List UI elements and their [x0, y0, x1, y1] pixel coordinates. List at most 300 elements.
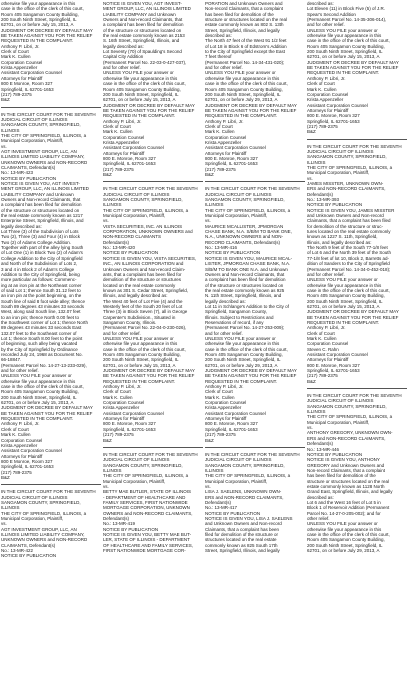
notice-line: JUDICIAL CIRCUIT OF ILLINOIS — [1, 494, 68, 500]
legal-notice — [307, 139, 407, 384]
notice-line: Municipal Corporation, Plaintiff, — [103, 478, 166, 484]
notice-line: IN THE CIRCUIT COURT FOR THE SEVENTH — [103, 451, 198, 457]
notice-line: 62701, on or before July 15, 2013, A — [103, 97, 176, 103]
notice-line: Krista Appenzeller — [103, 405, 140, 411]
notice-line: otherwise file your appearance in this — [205, 75, 280, 81]
notice-line: VISTA SECURITIES, INC. AN ILLINOIS — [103, 223, 183, 229]
notice-line: vs. — [307, 175, 313, 181]
notice-line: SANGAMON COUNTY, SPRINGFIELD, — [205, 462, 285, 468]
notice-line: 200 South Ninth Street, Springfield, IL — [205, 91, 281, 97]
legal-notice — [103, 447, 203, 554]
legal-notice — [1, 1, 101, 103]
notice-line: Non-record Claimants, that a complaint — [307, 467, 386, 473]
notice-line: B&Z — [307, 378, 316, 384]
notice-line: JUDICIAL CIRCUIT OF ILLINOIS — [307, 148, 374, 154]
notice-line: (Permanent Parcel No. 22-03-0-427-037), — [103, 59, 187, 65]
notice-line: OWNERS and NON-RECORD CLAIMANTS, — [103, 510, 193, 516]
notice-line: SANGAMON COUNTY, SPRINGFIELD, — [205, 197, 285, 203]
notice-line: Claimants, that a complaint has been — [205, 526, 280, 532]
notice-line: Corporation Counsel — [103, 134, 145, 140]
notice-line: Attorneys for Plaintiff — [1, 453, 43, 459]
notice-line: Attorneys for Plaintiff — [103, 150, 145, 156]
notice-line: 200 South Ninth Street, Springfield, IL — [205, 357, 281, 363]
notice-line: NON-RECORD CLAIMANTS — [103, 234, 162, 240]
notice-line: Assistant Corporation Counsel — [205, 410, 266, 416]
notice-line: and for other relief. — [307, 22, 345, 28]
legal-notice — [307, 388, 407, 553]
notice-line: (Permanent Parcel No. 14-35-306-014), — [307, 17, 387, 23]
notice-line: the real estate commonly known as 1217 — [1, 213, 83, 219]
notice-line: NOTICE BY PUBLICATION — [307, 451, 363, 457]
notice-line: B&Z — [1, 97, 10, 103]
notice-line: (217) 789-2375 — [1, 91, 32, 97]
notice-line: Clerk of Court — [307, 81, 335, 87]
notice-line: Lot Three (3) of the Subdivision of Lots — [1, 229, 79, 235]
notice-line: FAMILY SERVICES, FIRST NATIONWIDE — [103, 499, 188, 505]
notice-line: UNLESS YOU FILE your answer or — [307, 277, 378, 283]
notice-line: (217) 789-2375 — [307, 123, 338, 129]
notice-line: B&Z — [103, 437, 112, 443]
notice-line: ILLINOIS — [103, 467, 122, 473]
notice-line: 200 South Ninth Street, Springfield, IL — [103, 91, 179, 97]
notice-line: NOTICE IS GIVEN YOU, JAMES MISSTER — [307, 207, 395, 213]
notice-line: structures located on the real estate — [205, 537, 277, 543]
notice-line: RECORD CLAIMANTS, Defendant(s) — [205, 239, 281, 245]
notice-line: No.: 13-MR-423 — [1, 170, 34, 176]
notice-line: Municipal Corporation, Plaintiff, — [103, 213, 166, 219]
notice-line: of said Lot 1; thence South 31.12 feet to — [1, 287, 81, 293]
notice-line: JUDGMENT OR DECREE BY DEFAULT MAY — [307, 309, 399, 315]
notice-line: 89 degrees 43 minutes 33 seconds East — [1, 325, 82, 331]
notice-line: 62701, on or before July 15, 2013, A — [1, 400, 74, 406]
notice-line: South 89 degrees 43 minutes 33 seconds — [1, 303, 85, 309]
notice-line: (Permanent Parcel No. 14-34-0-452-018); — [307, 266, 391, 272]
notice-line: described as: — [205, 33, 232, 39]
notice-line: UNLESS YOU FILE your answer or — [205, 70, 276, 76]
column-1 — [1, 1, 101, 700]
notice-line: Defendant(s) — [103, 515, 130, 521]
notice-line: 800 E. Monroe, Room 327 — [205, 421, 258, 427]
notice-line: Room 405 Sangamon County Building, — [103, 86, 181, 92]
notice-line: legally described as: — [205, 298, 246, 304]
notice-line: Clerk of Court — [103, 123, 131, 129]
notice-line: Anthony P. Libri, Jr. — [1, 421, 40, 427]
notice-line: has been filed for demolition of the — [205, 11, 274, 17]
notice-line: Room 405 Sangamon County Building, — [205, 86, 283, 92]
notice-line: otherwise file your appearance in this — [307, 33, 382, 39]
notice-line: PORATION and Unknown Owners and — [205, 1, 283, 6]
notice-line: GREGORY and Unknown Owners and — [307, 462, 385, 468]
notice-line: and for other relief. — [205, 65, 243, 71]
notice-line: 62701, on or before July 15, 2013, A — [307, 303, 380, 309]
notice-line: NOTICE IS GIVEN YOU, MAURICE MCAL- — [205, 255, 293, 261]
notice-line: JUDICIAL CIRCUIT OF ILLINOIS — [205, 191, 272, 197]
notice-line: LIABILITY COMPANY and Unknown — [103, 11, 176, 17]
notice-line: JUDGMENT OR DECREE BY DEFAULT MAY — [307, 59, 399, 65]
notice-line: ERS and NON-RECORD CLAIMANTS, — [205, 494, 284, 500]
notice-line: Anthony P. Libri, Jr. — [205, 384, 244, 390]
notice-line: vs. — [1, 143, 7, 149]
notice-line: Illinois. Subject to Restrictions and — [205, 314, 274, 320]
notice-line: Clerk of Court — [205, 123, 233, 129]
notice-line: case in the office of the clerk of this court, — [103, 81, 186, 87]
notice-line: Krista Appenzeller — [205, 139, 242, 145]
notice-line: IN THE CIRCUIT COURT FOR THE SEVENTH — [205, 186, 300, 192]
notice-line: 800 E. Monroe, Room 327 — [103, 421, 156, 427]
notice-line: CLAIMANTS, Defendant(s) — [1, 164, 56, 170]
notice-line: Room 405 Sangamon County Building, — [307, 293, 385, 299]
notice-line: Mark K. Cullen — [1, 54, 31, 60]
notice-line: NOTICE BY PUBLICATION — [1, 553, 57, 559]
notice-line: B&Z — [103, 172, 112, 177]
notice-line: Steven C. Rahn — [307, 346, 339, 352]
notice-line: structure or structures located on the real — [307, 478, 390, 484]
notice-line: 7 feet thereof — [205, 54, 232, 60]
notice-line: S. 16th Street, Springfield, Illinois, and — [103, 38, 180, 44]
notice-line: Carpenter's Subdivision., Situated in — [103, 314, 176, 320]
notice-line: Corporation Counsel — [205, 134, 247, 140]
legal-notice — [1, 484, 101, 558]
notice-line: Street, Springfield, Illinois, and legally — [205, 27, 280, 33]
notice-line: Clerk of Court — [205, 389, 233, 395]
notice-line: 66-18847. — [1, 357, 22, 363]
notice-line: B&Z — [307, 129, 316, 135]
notice-line: a complaint has been filed for demolition — [1, 202, 82, 208]
notice-line: NOTICE IS GIVEN YOU, VISTA SECURITIES, — [103, 255, 197, 261]
notice-line: BE TAKEN AGAINST YOU FOR THE RELIEF — [307, 314, 399, 320]
notice-line: described as: — [307, 1, 334, 6]
notice-line: legally described as: — [103, 43, 144, 49]
notice-line: IN THE CIRCUIT COURT FOR THE SEVENTH — [103, 186, 198, 192]
notice-line: THE CITY OF SPRINGFIELD, ILLINOIS, a — [1, 510, 87, 516]
column-2 — [103, 1, 203, 700]
column-3 — [205, 1, 305, 700]
notice-line: Mark K. Cullen — [1, 432, 31, 438]
notice-line: Defendant(s) — [103, 239, 130, 245]
notice-line: estate commonly known as 1128 North — [307, 483, 385, 489]
notice-line: Together with part of the alley lying South — [1, 245, 84, 251]
notice-line: Attorneys for Plaintiff — [307, 107, 349, 113]
notice-line: No.: 13-MR-419 — [103, 521, 136, 527]
notice-line: Room 405 Sangamon County Building, — [307, 537, 385, 543]
notice-line: Reservations of record, if any — [205, 319, 264, 325]
notice-line: NOTICE BY PUBLICATION — [103, 526, 159, 532]
notice-line: REQUESTED IN THE COMPLAINT. — [205, 378, 278, 384]
notice-line: BE TAKEN AGAINST YOU FOR THE RELIEF — [1, 410, 93, 416]
notice-line: No.: 13-MR-417 — [205, 505, 238, 511]
notice-line: 132.07 feet to the Southeast corner of — [1, 330, 77, 336]
notice-line: ANTHONY GREGORY, UNKNOWN OWN- — [307, 430, 393, 436]
notice-line: THE CITY OF SPRINGFIELD, ILLINOIS, a — [103, 207, 189, 213]
notice-line: B&Z — [205, 172, 214, 177]
notice-line: Enterprise Street, Springfield, Illinois, and — [1, 218, 84, 224]
notice-line: the real estate commonly known as 925 — [205, 287, 285, 293]
notice-line: Clerk of Court — [103, 389, 131, 395]
notice-line: described as: — [307, 494, 334, 500]
notice-line: Assistant Corporation Counsel — [1, 70, 62, 76]
notice-line: vs. — [205, 483, 211, 489]
notice-line: THE CITY OF SPRINGFIELD, ILLINOIS, a — [307, 414, 393, 420]
notice-line: Claimants, that a complaint has been filed — [307, 218, 391, 224]
notice-line: (217) 789-2375 — [103, 432, 134, 438]
notice-line: Springfield, IL 62701-1653 — [307, 368, 360, 374]
notice-line: SANGAMON COUNTY, SPRINGFIELD, — [307, 154, 387, 160]
notice-line: Room 405 Sangamon County Building, — [103, 352, 181, 357]
notice-line: UNKNOWN OWNERS and NON-RECORD — [1, 159, 88, 165]
notice-line: otherwise file your appearance in this — [307, 282, 382, 288]
notice-line: CORPORATION, UNKNOWN OWNERS and — [103, 229, 193, 235]
notice-line: case in the office of the clerk of this court, — [1, 6, 84, 12]
notice-line: filed for demolition of the structure or — [205, 532, 279, 537]
notice-line: recorded July 24, 1968 as Document No. — [1, 352, 83, 357]
notice-line: Springfield, IL 62701-1653 — [1, 86, 54, 92]
notice-line: Two (2) of Adams College Addition. — [1, 239, 72, 245]
notice-line: Lot 6 and the West 16 feet of Lot 5 in — [307, 499, 381, 505]
notice-line: Anthony P. Libri, Jr. — [1, 43, 40, 49]
notice-line: Three (3) in Block Seven (7), all in George — [103, 309, 188, 315]
notice-line: a complaint has been filed for demolition — [103, 22, 184, 28]
notice-line: ILLINOIS — [205, 202, 224, 208]
notice-line: Anthony P. Libri, Jr. — [307, 325, 346, 331]
notice-line: vs. — [307, 425, 313, 431]
notice-line: Mark K. Cullen — [307, 86, 337, 92]
notice-line: and for other relief. — [205, 330, 243, 336]
notice-line: and for other relief. — [307, 271, 345, 277]
notice-line: otherwise file your appearance in this — [307, 526, 382, 532]
notice-line: known as 1227 S. 11th, Springfield, — [307, 234, 378, 240]
notice-line: and Unknown Owners and Non-record — [307, 213, 384, 219]
notice-line: Springfield, IL 62701-1653 — [307, 118, 360, 124]
notice-line: Non-record Claimants, that a complaint — [205, 6, 284, 12]
notice-line: Springfield, IL 62701-1653 — [103, 426, 156, 432]
notice-line: structure or structures located on the real — [205, 17, 288, 23]
notice-line: UNLESS YOU FILE your answer or — [103, 335, 174, 341]
notice-line: 3 and 4 in Block 2 of Adam's College — [1, 266, 75, 272]
notice-line: Defendant(s) — [205, 499, 232, 505]
notice-line: LIABILITY COMPANY and Unknown — [1, 191, 74, 197]
notice-line: REQUESTED IN THE COMPLAINT. — [103, 113, 176, 119]
notice-line: Anthony P. Libri, Jr. — [205, 118, 244, 124]
notice-line: Springfield, IL 62701-1653 — [205, 426, 258, 432]
notice-line: The North 47 feet of the West 91 1/2 feet — [205, 38, 287, 44]
notice-line: MAURICE MCALLISTER, JPMORGAN — [205, 223, 284, 229]
notice-line: Mark K. Cullen — [103, 129, 133, 135]
notice-line: Krista Appenzeller — [1, 65, 38, 71]
notice-line: (Permanent Parcel No. 14-27-253-009); — [205, 325, 285, 331]
notice-line: Corporation Counsel — [1, 437, 43, 443]
legal-notice — [205, 447, 305, 554]
notice-line: NOTICE IS GIVEN YOU, AGT INVEST- — [103, 1, 182, 6]
notice-line: Room 405 Sangamon County Building, — [307, 43, 385, 49]
notice-line: CHASE BANK, N.A. S/B/M TO BANK ONE, — [205, 229, 292, 235]
notice-line: case in the office of the clerk of this court, — [205, 346, 288, 352]
notice-line: IN THE CIRCUIT COURT FOR THE SEVENTH — [1, 489, 96, 495]
notice-line: No.: 13-MR-420 — [103, 245, 136, 251]
column-4 — [307, 1, 407, 700]
notice-line: LISA J. SAELENS, UNKNOWN OWN- — [205, 489, 282, 495]
notice-line: of the structure or structures located on — [205, 282, 284, 288]
legal-notice — [1, 107, 101, 481]
notice-line: an iron pin at the point beginning, on the — [1, 293, 82, 299]
notice-line: JUDICIAL CIRCUIT OF ILLINOIS — [1, 116, 68, 122]
notice-line: Attorneys for Plaintiff — [205, 416, 247, 422]
notice-line: REQUESTED IN THE COMPLAINT. — [1, 38, 74, 44]
notice-line: 62701, on or before July 29, 2013, A — [205, 362, 278, 368]
notice-line: BE TAKEN AGAINST YOU FOR THE RELIEF — [205, 107, 297, 113]
notice-line: Krista Appenzeller — [205, 405, 242, 411]
notice-line: SANGAMON COUNTY, SPRINGFIELD, — [1, 122, 81, 128]
notice-line: IN THE CIRCUIT COURT FOR THE SEVENTH — [307, 143, 402, 149]
notice-line: (217) 789-2375 — [205, 166, 236, 172]
notice-line: B&Z — [1, 474, 10, 480]
legal-notice — [103, 1, 203, 177]
notice-line: Assistant Corporation Counsel — [103, 410, 164, 416]
notice-line: South line of said 8 foot wide alley; thence — [1, 298, 86, 304]
notice-line: LER, STATE OF ILLINOIS - DEPARTMENT — [103, 537, 190, 543]
notice-line: JUDGMENT OR DECREE BY DEFAULT MAY — [1, 27, 93, 33]
notice-line: ing at an iron pin at the Northeast corner — [1, 282, 82, 288]
notice-line: (Permanent Parcel No. 14-34-431-020); — [205, 59, 285, 65]
notice-line: IN THE CIRCUIT COURT FOR THE SEVENTH — [307, 393, 402, 399]
notice-line: BE TAKEN AGAINST YOU FOR THE RELIEF — [103, 107, 195, 113]
notice-line: BETTY MAE BUTLER, STATE OF ILLINOIS — [103, 489, 192, 495]
notice-line: ILLINOIS — [205, 467, 224, 473]
notice-line: of Lot One (1) in Block Two (2) of Adam's — [1, 250, 83, 256]
notice-line: BE TAKEN AGAINST YOU FOR THE RELIEF — [103, 373, 195, 379]
notice-line: known as 301 S. Cedar Street, Springfield, — [103, 287, 189, 293]
notice-line: Corporation Counsel — [307, 341, 349, 347]
notice-line: JUDGMENT OR DECREE BY DEFAULT MAY — [1, 405, 93, 411]
notice-line: NOTICE IS GIVEN YOU, BETTY MAE BUT- — [103, 532, 192, 537]
notice-line: 800 E Monroe, Room 327 — [1, 458, 53, 464]
notice-line: JUDGMENT OR DECREE BY DEFAULT MAY — [205, 368, 297, 374]
notice-line: Attorneys for Plaintiff — [307, 357, 349, 363]
notice-line: Lot Eleven (11) in Block Five (5) of J.R. — [307, 6, 385, 12]
notice-line: (217) 789-2375 — [205, 432, 236, 438]
notice-line: S/B/M TO BANK ONE N.A. and Unknown — [205, 266, 288, 272]
notice-line: IN THE CIRCUIT COURT FOR THE SEVENTH — [1, 111, 96, 117]
notice-line: B&Z — [205, 437, 214, 443]
notice-line: REQUESTED IN THE COMPLAINT. — [103, 378, 176, 384]
notice-line: and Unknown Owners and Non-record — [205, 521, 282, 527]
notice-line: FIRST NATIONWIDE MORTGAGE COR- — [103, 548, 186, 554]
notice-line: vs. — [205, 218, 211, 224]
notice-line: SANGAMON COUNTY, SPRINGFIELD, — [103, 462, 183, 468]
notice-line: Defendant(s) — [307, 191, 334, 197]
notice-line: Lot Seventy (70) of Spaulding's Second — [103, 49, 182, 55]
notice-line: NOTICE BY PUBLICATION — [1, 175, 57, 181]
notice-line: otherwise file your appearance in this — [1, 1, 76, 6]
notice-line: UNKNOWN OWNERS and NON-RECORD — [1, 537, 88, 543]
notice-line: demolition of the structure or structures — [103, 277, 182, 283]
notice-line: CLAIMANTS, Defendant(s) — [1, 542, 56, 548]
notice-line: Owners and Non-record Claimants, that — [1, 197, 81, 203]
notice-line: LISTER, JPMORGAN CHASE BANK, N.A. — [205, 261, 291, 267]
notice-line: and North of the Subdivision of Lots 2, — [1, 261, 78, 267]
notice-line: (217) 789-2375 — [1, 469, 32, 475]
notice-line: Parcel No. 14-27-0-205-002); and for — [307, 510, 381, 516]
notice-line: N.A., UNKNOWN OWNERS and NON- — [205, 234, 284, 240]
notice-line: N. 11th Street, Springfield, Illinois, and — [205, 293, 282, 299]
notice-line: 200 South Ninth Street, Springfield, IL — [1, 17, 77, 23]
notice-line: vs. — [103, 483, 109, 489]
notice-line: Capital City Addition — [103, 54, 144, 60]
notice-line: Mark K. Cullen — [205, 394, 235, 400]
notice-line: Anthony P. Libri, Jr. — [103, 384, 142, 390]
notice-line: ILLINOIS LIMITED LIABILITY COMPANY, — [1, 154, 85, 160]
notice-line: Defendant(s) — [307, 441, 334, 447]
notice-line: No.: 13-MR-422 — [1, 548, 34, 554]
notice-line: Springfield, IL 62701-1653 — [205, 161, 258, 167]
notice-line: UNLESS YOU FILE your answer or — [1, 373, 72, 379]
notice-line: AGT INVESTMENT GROUP, LLC, AN — [1, 148, 77, 154]
notice-line: 800 E Monroe, Room 327 — [1, 81, 53, 87]
notice-line: Mark K. Cullen — [205, 129, 235, 135]
notice-line: Corporation Counsel — [1, 59, 43, 65]
notice-line: Unknown Owners and Non-record Claim- — [103, 266, 186, 272]
notice-line: ILLINOIS LIMITED LIABILITY COMPANY, — [1, 532, 85, 537]
notice-line: 200 South Ninth Street, Springfield, IL — [307, 49, 383, 55]
notice-line: UNLESS YOU FILE your answer or — [307, 27, 378, 33]
notice-line: Municipal Corporation, Plaintiff, — [1, 138, 64, 144]
notice-line: 62701, on or before July 15, 2013, A — [1, 22, 74, 28]
notice-line: JUDGMENT OR DECREE BY DEFAULT MAY — [205, 102, 297, 108]
notice-line: case in the office of the clerk of this court, — [103, 346, 186, 352]
notice-line: Krista Appenzeller — [103, 139, 140, 145]
notice-line: Westerly feet of the South 20 feet of Lot — [103, 303, 183, 309]
notice-line: and for other relief. — [103, 65, 141, 71]
notice-line: NOTICE IS GIVEN YOU, LISA J. SAELENS — [205, 515, 293, 521]
notice-line: 800 E. Monroe, Room 327 — [307, 362, 360, 368]
notice-line: JUDGMENT OR DECREE BY DEFAULT MAY — [103, 102, 195, 108]
notice-line: of beginning, such alley being vacated — [1, 341, 78, 347]
notice-line: Municipal Corporation, Plaintiff, — [205, 478, 268, 484]
notice-line: 200 South Ninth Street, Springfield, IL — [307, 298, 383, 304]
notice-line: BE TAKEN AGAINST YOU FOR THE RELIEF — [205, 373, 297, 379]
notice-line: Anthony P. Libri, Jr. — [103, 118, 142, 124]
notice-line: REQUESTED IN THE COMPLAINT. — [205, 113, 278, 119]
notice-line: has been filed for demolition of the — [307, 473, 376, 479]
notice-line: a complaint has been filed for demolition — [205, 277, 286, 283]
notice-line: Municipal Corporation, Plaintiff, — [307, 170, 370, 176]
notice-line: Spear's Second Addition — [307, 11, 356, 17]
notice-line: JUDICIAL CIRCUIT OF ILLINOIS — [103, 191, 170, 197]
notice-line: Addition to the City of Springfield, being — [1, 271, 80, 277]
notice-line: located on the real estate commonly — [103, 282, 176, 288]
notice-line: BE TAKEN AGAINST YOU FOR THE RELIEF — [1, 33, 93, 39]
notice-line: ants, that a complaint has been filed for — [103, 271, 182, 277]
legal-notice — [205, 181, 305, 443]
notice-line: 62701, on or before July 29, 2013, A — [307, 548, 380, 554]
notice-line: MENT GROUP, LLC, AN ILLINOIS LIMITED — [1, 186, 89, 192]
notice-line: REQUESTED IN THE COMPLAINT. — [307, 319, 380, 325]
notice-line: Assistant Corporation Counsel — [307, 352, 368, 357]
notice-line: Municipal Corporation, Plaintiff, — [1, 515, 64, 521]
notice-line: INC., AN ILLINOIS CORPORATION and — [103, 261, 184, 267]
notice-line: The North 9 feet of the South 77-1/8 feet — [307, 245, 388, 251]
notice-line: 200 South Ninth Street, Springfield, IL — [307, 542, 383, 548]
notice-line: Room 405 Sangamon County Building, — [1, 389, 79, 395]
notice-line: Block 1 of Reservoir Addition (Permanent — [307, 505, 390, 511]
notice-line: vs. — [1, 521, 7, 527]
notice-line: OF HEALTHCARE AND FAMILY SERVICES, — [103, 542, 193, 548]
notice-line: THE CITY OF SPRINGFIELD, ILLINOIS, a — [205, 207, 291, 213]
notice-line: College Addition to the City of Springfield — [1, 255, 83, 261]
notice-line: (Permanent Parcel No. 14-27-13-233-029), — [1, 362, 87, 368]
notice-line: Owners and Non-record Claimants, that — [103, 17, 183, 23]
notice-line: 800 E. Monroe, Room 327 — [103, 155, 156, 161]
notice-line: West, along said South line, 132.07 feet — [1, 309, 81, 315]
